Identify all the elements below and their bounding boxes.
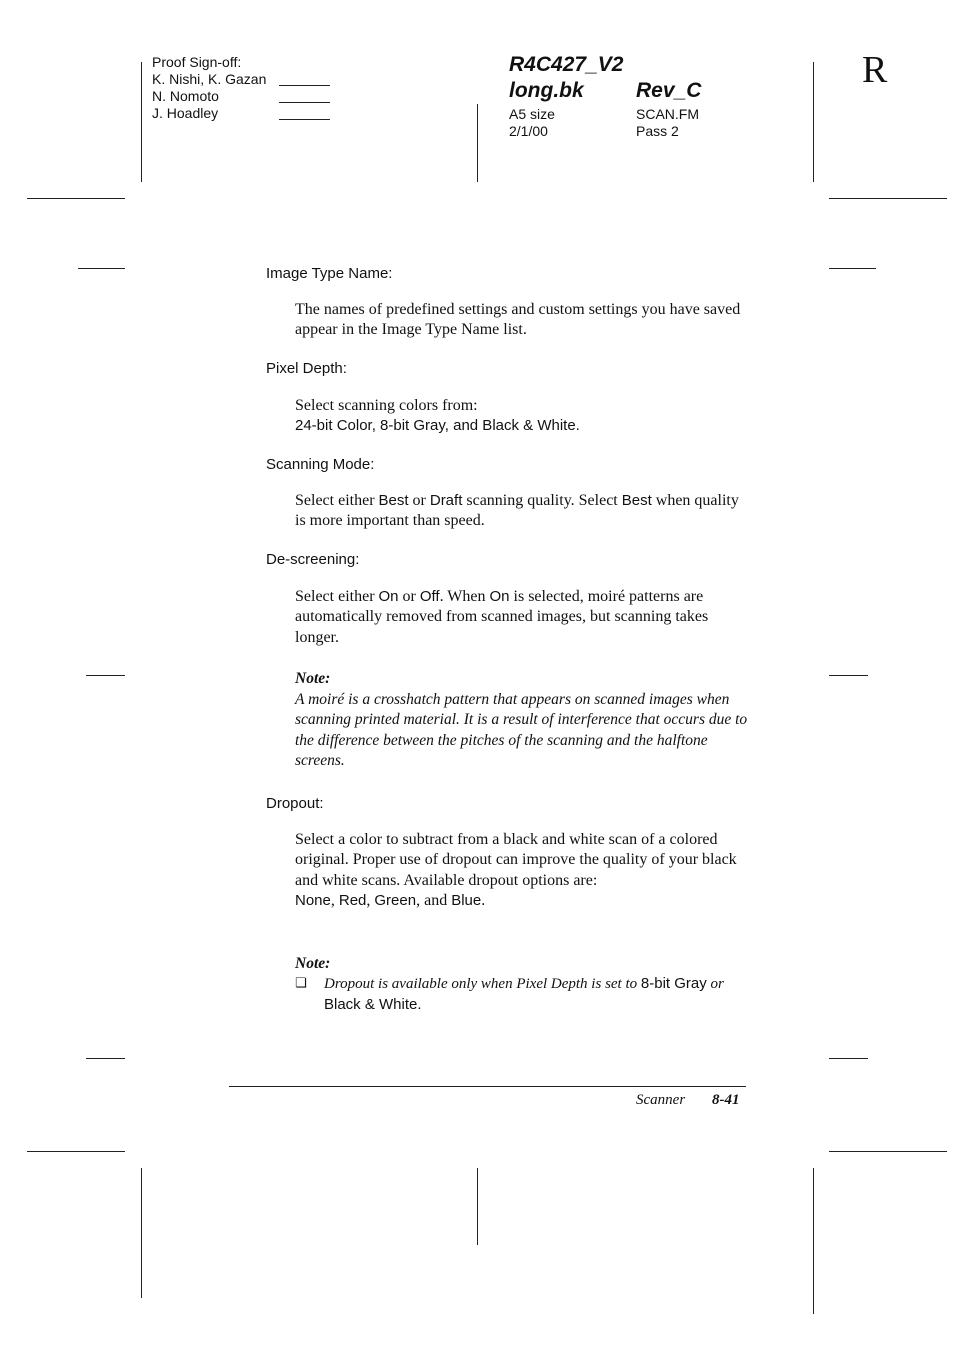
option-best: Best xyxy=(378,492,409,509)
crop-mark-bottom-right-vertical xyxy=(813,1168,814,1314)
paragraph-descreening: Select either On or Off. When On is selected, moiré patterns are automatically removed from scanned images, but scanning takes longer. xyxy=(295,588,709,646)
page-size: A5 size xyxy=(509,106,555,122)
signature-line xyxy=(279,119,330,120)
checkbox-bullet-icon: ❏ xyxy=(295,976,307,991)
document-revision: Rev_C xyxy=(636,79,702,102)
dropout-options: None, Red, Green, and Blue. xyxy=(295,891,486,909)
margin-mark-left-1 xyxy=(78,268,125,269)
signer-row xyxy=(152,88,266,105)
margin-mark-right-2 xyxy=(829,675,868,676)
margin-mark-left-3 xyxy=(86,1058,125,1059)
option-blue: Blue xyxy=(451,891,482,909)
signature-line xyxy=(279,102,330,103)
crop-mark-bottom-left-vertical xyxy=(141,1168,142,1298)
footer-rule xyxy=(229,1086,746,1087)
signer-row xyxy=(152,71,266,88)
paragraph-pixel-depth xyxy=(295,396,750,437)
option-draft: Draft xyxy=(429,492,463,509)
pixel-depth-options: 24-bit Color, 8-bit Gray, and Black & White. xyxy=(295,417,580,435)
note-dropout-text: Dropout is available only when Pixel Depth is set to 8-bit Gray or Black & White. xyxy=(324,975,724,1013)
option-black-white: Black & White xyxy=(324,995,418,1013)
crop-mark-top-left-vertical xyxy=(141,62,142,182)
proof-signoff-block xyxy=(152,54,266,122)
corner-letter: R xyxy=(862,49,888,91)
signer-name: N. Nomoto xyxy=(152,88,219,104)
frame-file: SCAN.FM xyxy=(636,106,699,122)
heading-pixel-depth: Pixel Depth: xyxy=(266,360,347,377)
paragraph-dropout xyxy=(295,830,750,911)
proof-signoff-title: Proof Sign-off: xyxy=(152,54,242,70)
option-none: None xyxy=(295,891,331,909)
heading-scanning-mode: Scanning Mode: xyxy=(266,456,375,473)
note-moire: A moiré is a crosshatch pattern that appears on scanned images when scanning printed material. It is a result of interference that occurs due to the difference between the pitches of the scanning and the halftone screens. xyxy=(295,691,748,769)
option-8bit-gray: 8-bit Gray xyxy=(640,975,707,992)
paragraph-scanning-mode: Select either Best or Draft scanning quality. Select Best when quality is more important than speed. xyxy=(295,492,739,530)
signature-line xyxy=(279,85,330,86)
note-title: Note: xyxy=(295,670,331,687)
document-book: long.bk xyxy=(509,79,584,102)
signer-name: K. Nishi, K. Gazan xyxy=(152,71,267,87)
option-on: On xyxy=(378,588,399,605)
page-number: 8-41 xyxy=(712,1092,740,1108)
paragraph-image-type-name: The names of predefined settings and custom settings you have saved appear in the Image Type Name list. xyxy=(295,301,741,339)
option-green: Green xyxy=(374,891,417,909)
proof-pass: Pass 2 xyxy=(636,123,679,139)
crop-mark-top-right-vertical xyxy=(813,62,814,182)
crop-mark-top-right-horizontal xyxy=(829,198,947,199)
crop-mark-bottom-right-horizontal xyxy=(829,1151,947,1152)
crop-mark-top-left-horizontal xyxy=(27,198,125,199)
note-title: Note: xyxy=(295,955,331,972)
heading-image-type-name: Image Type Name: xyxy=(266,265,393,282)
crop-mark-top-center-vertical xyxy=(477,104,478,182)
document-code: R4C427_V2 xyxy=(509,53,624,76)
heading-dropout: Dropout: xyxy=(266,795,324,812)
crop-mark-bottom-center-vertical xyxy=(477,1168,478,1245)
margin-mark-right-3 xyxy=(829,1058,868,1059)
signer-name: J. Hoadley xyxy=(152,105,219,121)
margin-mark-left-2 xyxy=(86,675,125,676)
option-off: Off xyxy=(419,588,440,605)
pixel-depth-intro: Select scanning colors from: xyxy=(295,397,478,414)
crop-mark-bottom-left-horizontal xyxy=(27,1151,125,1152)
margin-mark-right-1 xyxy=(829,268,876,269)
option-best: Best xyxy=(621,492,652,509)
dropout-description: Select a color to subtract from a black and white scan of a colored original. Proper use of dropout can improve the quality of your black and white scans. Available dropout options are: xyxy=(295,831,737,889)
signer-row xyxy=(152,105,266,122)
option-on: On xyxy=(489,588,510,605)
document-title xyxy=(509,52,623,104)
heading-descreening: De-screening: xyxy=(266,551,360,568)
footer-section-name: Scanner xyxy=(636,1092,686,1108)
option-red: Red xyxy=(338,891,367,909)
document-date: 2/1/00 xyxy=(509,123,548,139)
